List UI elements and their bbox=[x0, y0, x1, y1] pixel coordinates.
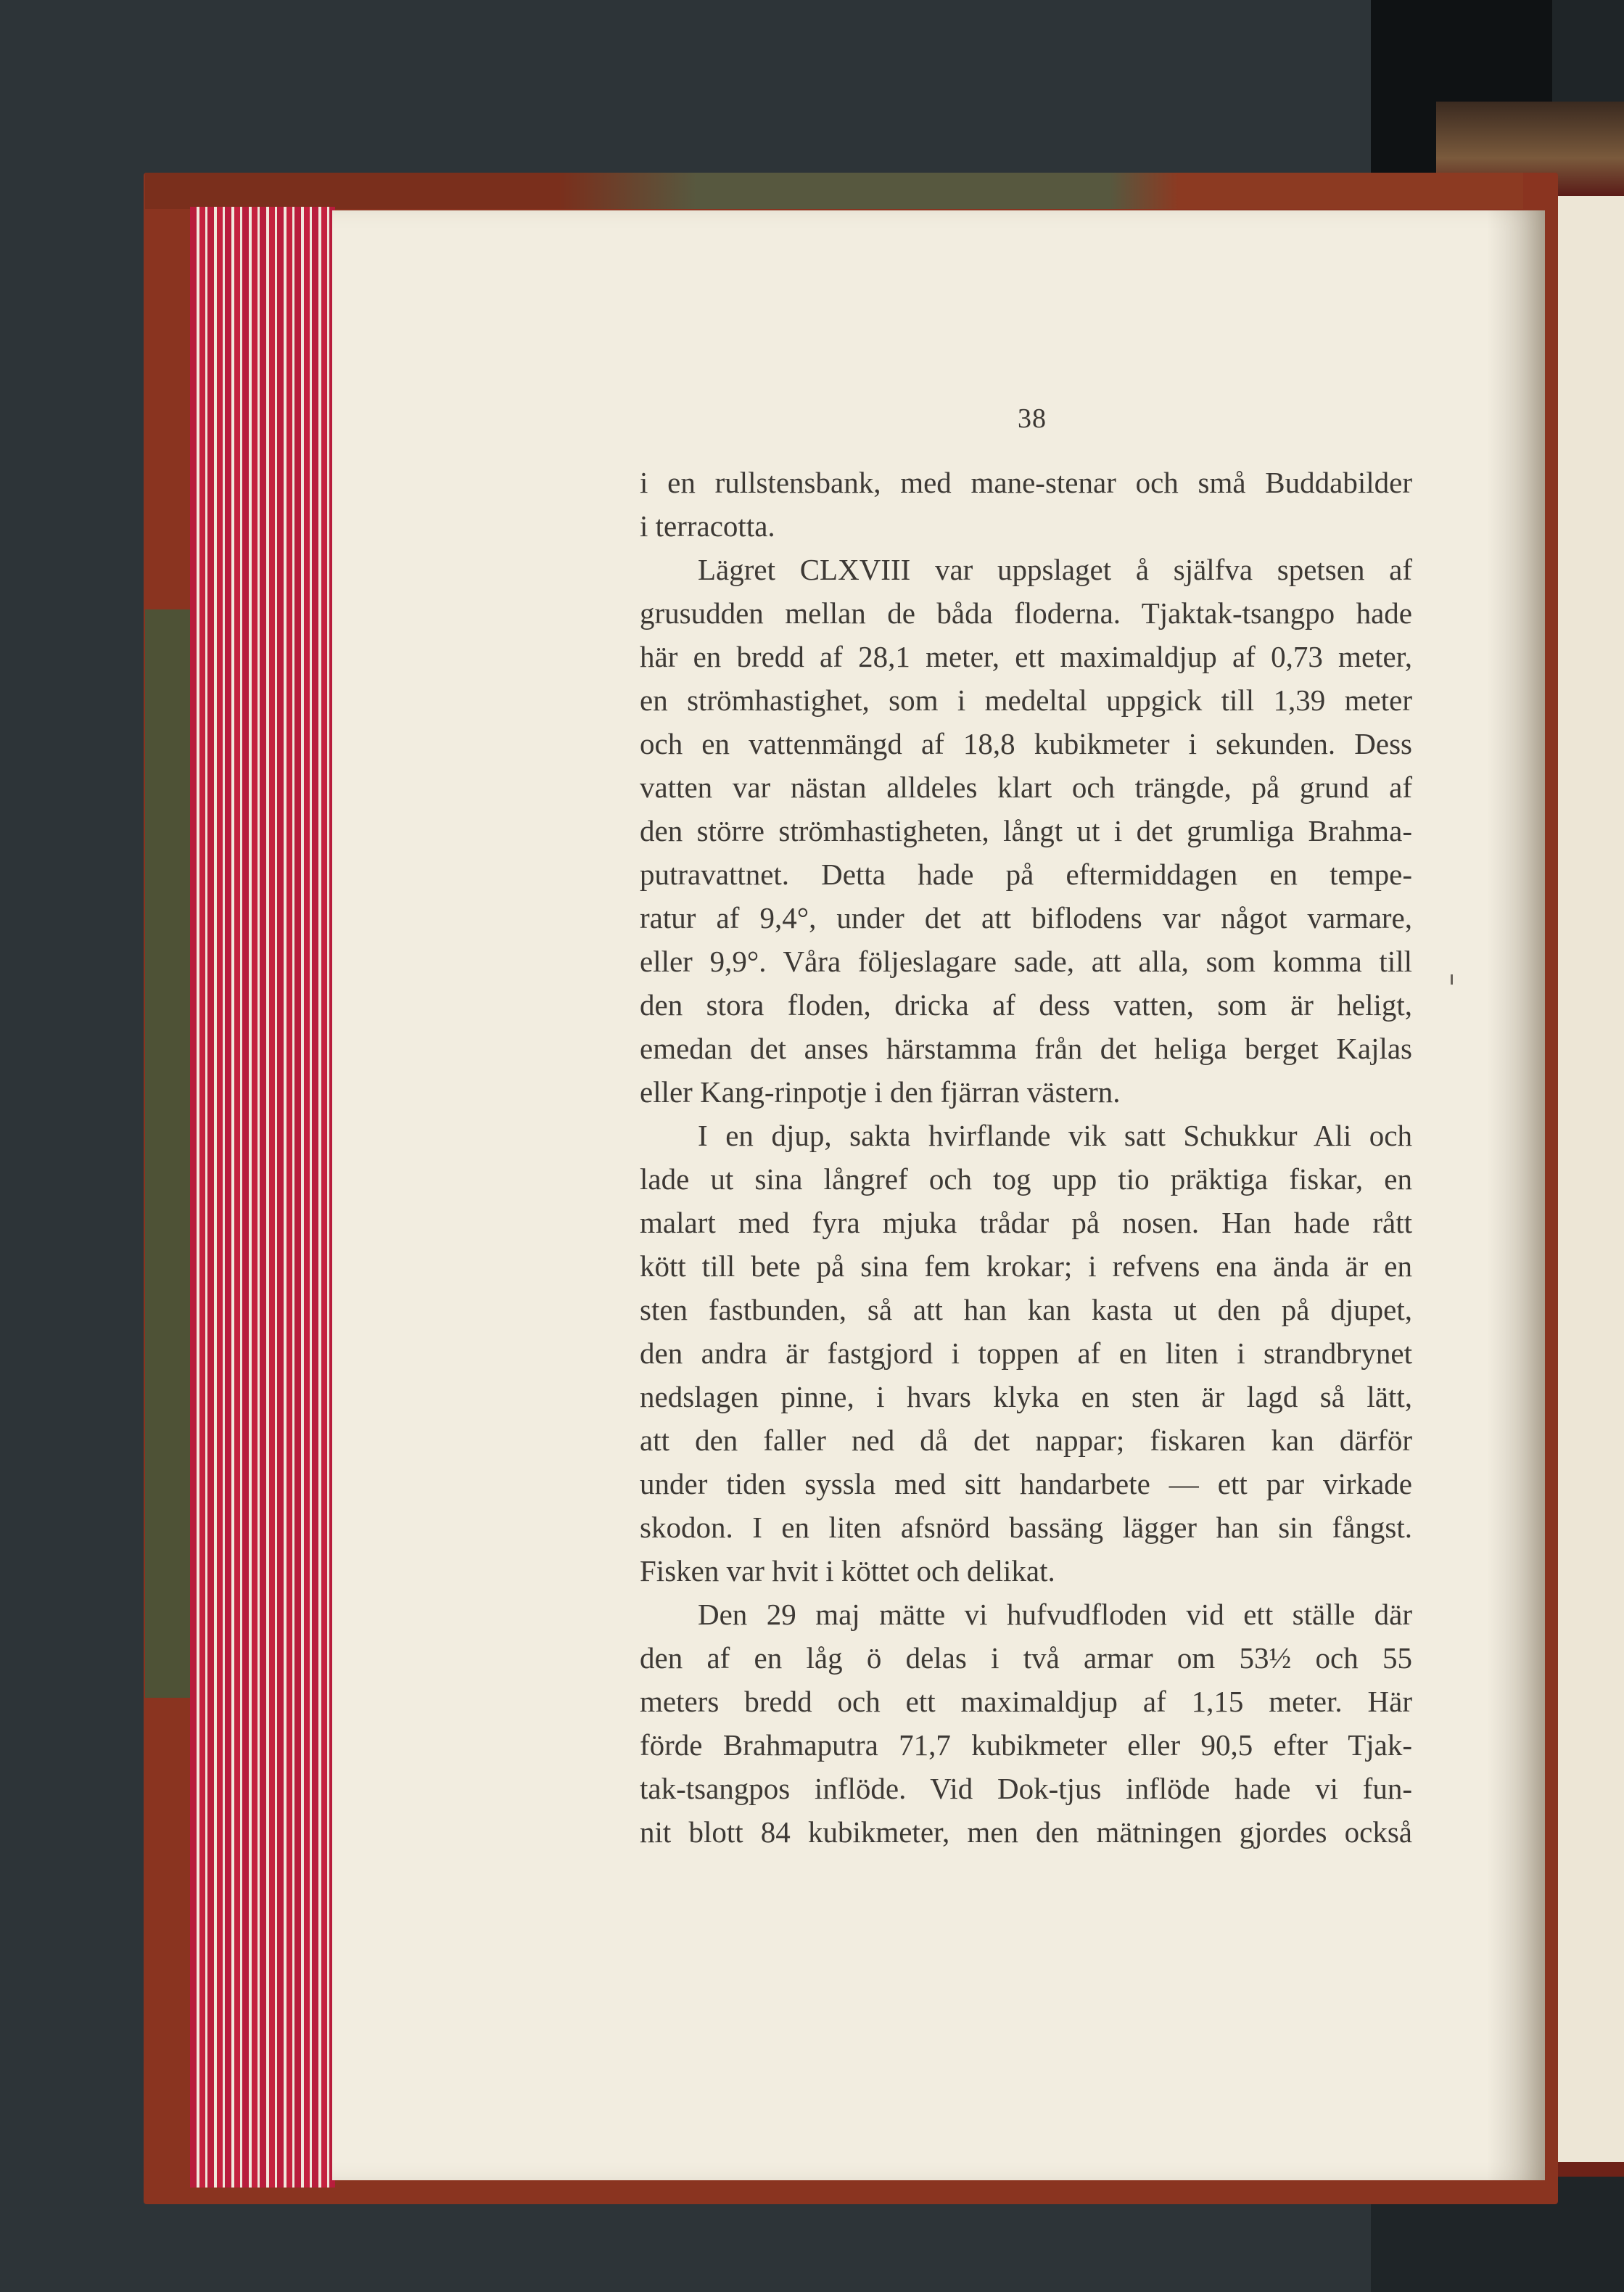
text-line: den stora floden, dricka af dess vatten, som är heligt, bbox=[640, 988, 1412, 1022]
text-line: putravattnet. Detta hade på eftermiddagen en tempe- bbox=[640, 858, 1412, 891]
book-cover-top-edge bbox=[145, 173, 1523, 209]
text-line: förde Brahmaputra 71,7 kubikmeter eller 90,5 efter Tjak- bbox=[640, 1728, 1412, 1762]
text-line: att den faller ned då det nappar; fiskaren kan därför bbox=[640, 1424, 1412, 1457]
text-line: under tiden syssla med sitt handarbete — ett par virkade bbox=[640, 1467, 1412, 1500]
text-line: Den 29 maj mätte vi hufvudfloden vid ett ställe där bbox=[698, 1598, 1412, 1631]
page-number: 38 bbox=[1018, 403, 1047, 434]
text-line: nedslagen pinne, i hvars klyka en sten är lagd så lätt, bbox=[640, 1380, 1412, 1413]
text-line: i en rullstensbank, med mane-stenar och små Buddabilder bbox=[640, 466, 1412, 499]
page-edges bbox=[190, 207, 335, 2188]
text-line: och en vattenmängd af 18,8 kubikmeter i sekunden. Dess bbox=[640, 727, 1412, 760]
body-text bbox=[640, 461, 1412, 1854]
text-line: eller 9,9°. Våra följeslagare sade, att alla, som komma till bbox=[640, 945, 1412, 978]
text-line: eller Kang-rinpotje i den fjärran västern. bbox=[640, 1075, 1121, 1109]
text-line: Lägret CLXVIII var uppslaget å själfva spetsen af bbox=[698, 553, 1412, 586]
text-line: emedan det anses härstamma från det heliga berget Kajlas bbox=[640, 1032, 1412, 1065]
text-line: meters bredd och ett maximaldjup af 1,15 meter. Här bbox=[640, 1685, 1412, 1718]
text-line: en strömhastighet, som i medeltal uppgick till 1,39 meter bbox=[640, 683, 1412, 717]
stray-mark bbox=[1451, 974, 1453, 985]
text-line: lade ut sina långref och tog upp tio präktiga fiskar, en bbox=[640, 1162, 1412, 1196]
text-line: här en bredd af 28,1 meter, ett maximaldjup af 0,73 meter, bbox=[640, 640, 1412, 673]
text-line: nit blott 84 kubikmeter, men den mätningen gjordes också bbox=[640, 1815, 1412, 1849]
text-line: malart med fyra mjuka trådar på nosen. Han hade rått bbox=[640, 1206, 1412, 1239]
text-line: den af en låg ö delas i två armar om 53½ och 55 bbox=[640, 1641, 1412, 1675]
text-line: vatten var nästan alldeles klart och trängde, på grund af bbox=[640, 771, 1412, 804]
text-line: tak-tsangpos inflöde. Vid Dok-tjus inflöde hade vi fun- bbox=[640, 1772, 1412, 1805]
text-line: Fisken var hvit i köttet och delikat. bbox=[640, 1554, 1055, 1587]
text-line: kött till bete på sina fem krokar; i refvens ena ända är en bbox=[640, 1249, 1412, 1283]
gutter-shadow bbox=[1487, 210, 1545, 2180]
text-line: skodon. I en liten afsnörd bassäng lägger han sin fångst. bbox=[640, 1511, 1412, 1544]
text-line: grusudden mellan de båda floderna. Tjaktak-tsangpo hade bbox=[640, 596, 1412, 630]
text-line: i terracotta. bbox=[640, 509, 775, 543]
text-line: ratur af 9,4°, under det att biflodens var något varmare, bbox=[640, 901, 1412, 935]
text-line: den andra är fastgjord i toppen af en liten i strandbrynet bbox=[640, 1336, 1412, 1370]
text-line: den större strömhastigheten, långt ut i det grumliga Brahma- bbox=[640, 814, 1412, 847]
text-line: sten fastbunden, så att han kan kasta ut den på djupet, bbox=[640, 1293, 1412, 1326]
text-line: I en djup, sakta hvirflande vik satt Schukkur Ali och bbox=[698, 1119, 1412, 1152]
